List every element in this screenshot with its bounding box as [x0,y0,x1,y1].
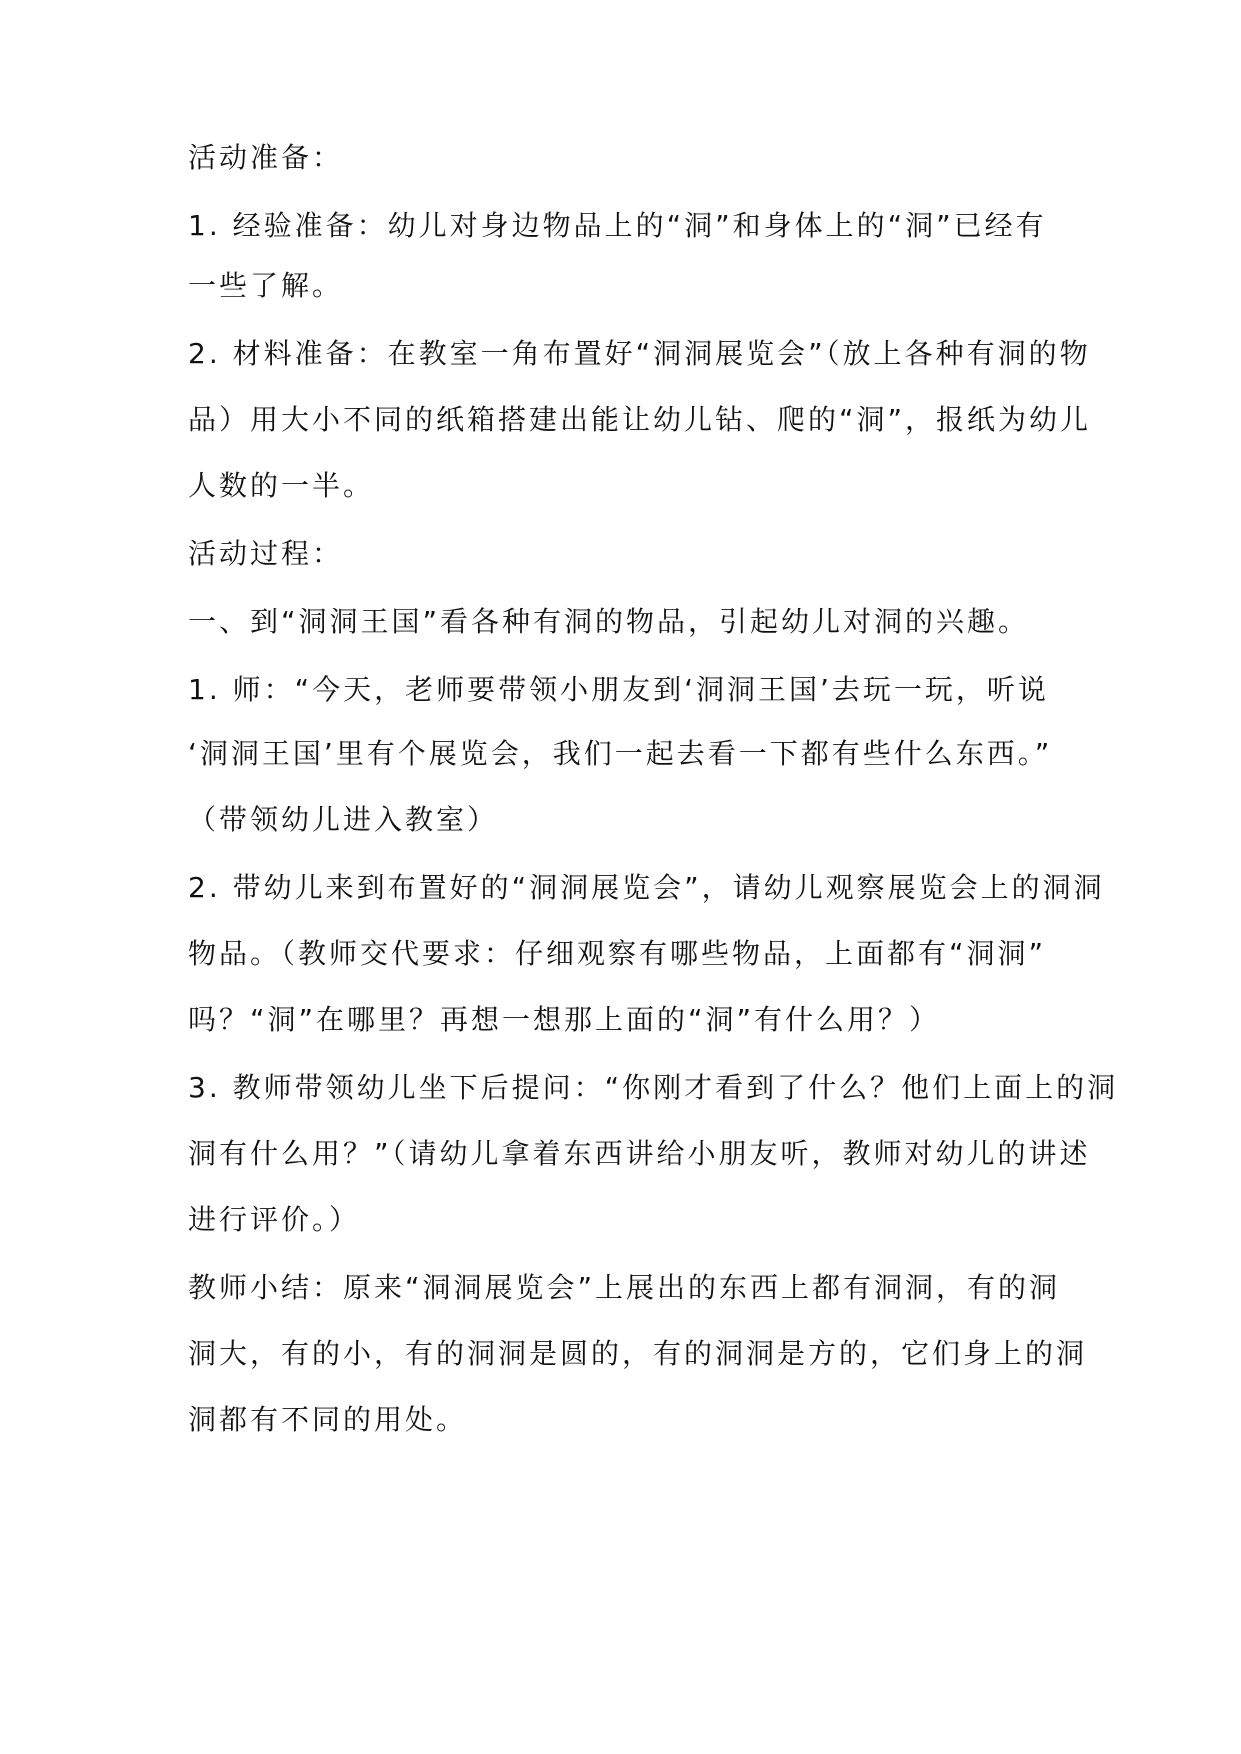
paragraph-line: 一、到“洞洞王国”看各种有洞的物品，引起幼儿对洞的兴趣。 [188,605,1030,638]
section-heading-preparation: 活动准备： [188,141,344,174]
paragraph-line: 物品。（教师交代要求：仔细观察有哪些物品，上面都有“洞洞” [188,937,1047,970]
paragraph-line: 1. 师：“今天，老师要带领小朋友到‘洞洞王国’去玩一玩，听说 [188,673,1049,706]
paragraph-line: 洞都有不同的用处。 [188,1403,468,1436]
paragraph-line: （带领幼儿进入教室） [188,803,499,836]
section-heading-process: 活动过程： [188,537,344,570]
paragraph-line: 品）用大小不同的纸箱搭建出能让幼儿钻、爬的“洞”，报纸为幼儿 [188,403,1092,436]
paragraph-line: 进行评价。） [188,1203,361,1236]
paragraph-line: 2. 材料准备：在教室一角布置好“洞洞展览会”（放上各种有洞的物 [188,337,1091,370]
paragraph-line: 吗？“洞”在哪里？再想一想那上面的“洞”有什么用？） [188,1003,941,1036]
paragraph-line: ‘洞洞王国’里有个展览会，我们一起去看一下都有些什么东西。” [188,737,1053,770]
paragraph-line: 1. 经验准备：幼儿对身边物品上的“洞”和身体上的“洞”已经有 [188,209,1047,242]
paragraph-line: 一些了解。 [188,269,344,302]
paragraph-line: 洞大，有的小，有的洞洞是圆的，有的洞洞是方的，它们身上的洞 [188,1337,1088,1370]
paragraph-line: 人数的一半。 [188,469,375,502]
paragraph-line: 教师小结：原来“洞洞展览会”上展出的东西上都有洞洞，有的洞 [188,1271,1061,1304]
paragraph-line: 3. 教师带领幼儿坐下后提问：“你刚才看到了什么？他们上面上的洞 [188,1071,1119,1104]
paragraph-line: 2. 带幼儿来到布置好的“洞洞展览会”，请幼儿观察展览会上的洞洞 [188,871,1105,904]
paragraph-line: 洞有什么用？”（请幼儿拿着东西讲给小朋友听，教师对幼儿的讲述 [188,1137,1091,1170]
